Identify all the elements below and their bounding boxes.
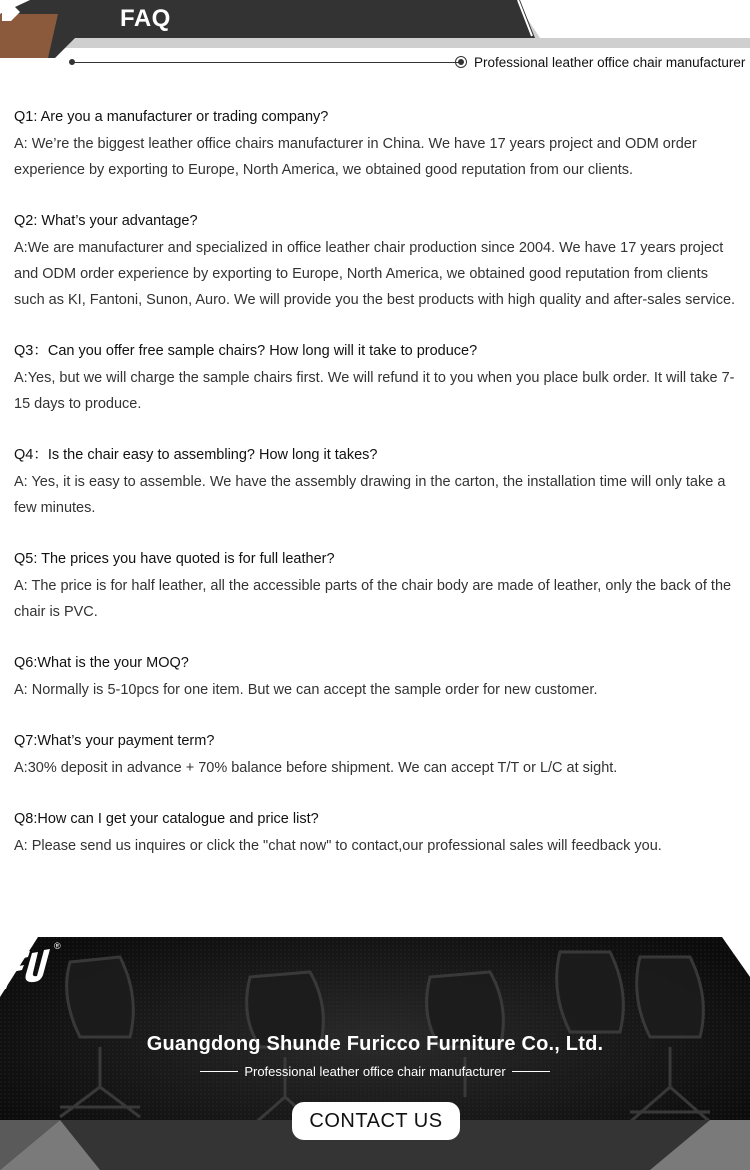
faq-item [14, 729, 736, 781]
faq-question: Q4：Is the chair easy to assembling? How long it takes? [14, 447, 378, 463]
faq-answer: A:30% deposit in advance + 70% balance before shipment. We can accept T/T or L/C at sight. [14, 760, 618, 776]
faq-item [14, 651, 736, 703]
faq-item [14, 105, 736, 183]
faq-answer: A:We are manufacturer and specialized in office leather chair production since 2004. We have 17 years project and ODM order experience by exporting to Europe, North America, we obtained good reputation from clients such as KI, Fantoni, Sunon, Auro. We will provide you the best products with high quality and after-sales service. [14, 240, 736, 308]
company-banner [0, 937, 750, 1170]
arrow-right-icon [0, 0, 22, 24]
divider-line [72, 62, 460, 63]
target-icon [455, 56, 467, 68]
faq-answer: A: Please send us inquires or click the "chat now" to contact,our professional sales will feedback you. [14, 838, 662, 854]
furicco-logo [0, 937, 70, 993]
faq-item [14, 443, 736, 521]
contact-us-button[interactable]: CONTACT US [292, 1102, 460, 1140]
faq-question: Q8:How can I get your catalogue and price list? [14, 811, 319, 827]
faq-question: Q1: Are you a manufacturer or trading company? [14, 109, 329, 125]
page-title: FAQ [120, 5, 171, 32]
banner-tagline-row [0, 1063, 750, 1081]
faq-list [14, 105, 736, 885]
header-tagline: Professional leather office chair manufacturer [474, 55, 746, 70]
header-graphic [0, 0, 750, 58]
divider-line [512, 1071, 550, 1072]
faq-answer: A: Yes, it is easy to assemble. We have the assembly drawing in the carton, the installation time will only take a few minutes. [14, 474, 726, 516]
header-tagline-row [0, 52, 750, 74]
faq-item [14, 807, 736, 859]
faq-question: Q6:What is the your MOQ? [14, 655, 189, 671]
registered-mark: ® [54, 941, 61, 951]
faq-answer: A: Normally is 5-10pcs for one item. But we can accept the sample order for new customer. [14, 682, 598, 698]
faq-answer: A: We’re the biggest leather office chairs manufacturer in China. We have 17 years project and ODM order experience by exporting to Europe, North America, we obtained good reputation from our clients. [14, 136, 697, 178]
faq-question: Q2: What’s your advantage? [14, 213, 198, 229]
banner-tagline: Professional leather office chair manufacturer [244, 1064, 506, 1079]
faq-item [14, 209, 736, 313]
faq-answer: A: The price is for half leather, all the accessible parts of the chair body are made of leather, only the back of the chair is PVC. [14, 578, 732, 620]
faq-header [0, 0, 750, 58]
faq-question: Q5: The prices you have quoted is for full leather? [14, 551, 335, 567]
company-name: Guangdong Shunde Furicco Furniture Co., Ltd. [146, 1033, 604, 1055]
faq-item [14, 339, 736, 417]
faq-question: Q3：Can you offer free sample chairs? How long will it take to produce? [14, 343, 478, 359]
faq-item [14, 547, 736, 625]
faq-question: Q7:What’s your payment term? [14, 733, 215, 749]
divider-line [200, 1071, 238, 1072]
faq-answer: A:Yes, but we will charge the sample chairs first. We will refund it to you when you place bulk order. It will take 7-15 days to produce. [14, 370, 735, 412]
